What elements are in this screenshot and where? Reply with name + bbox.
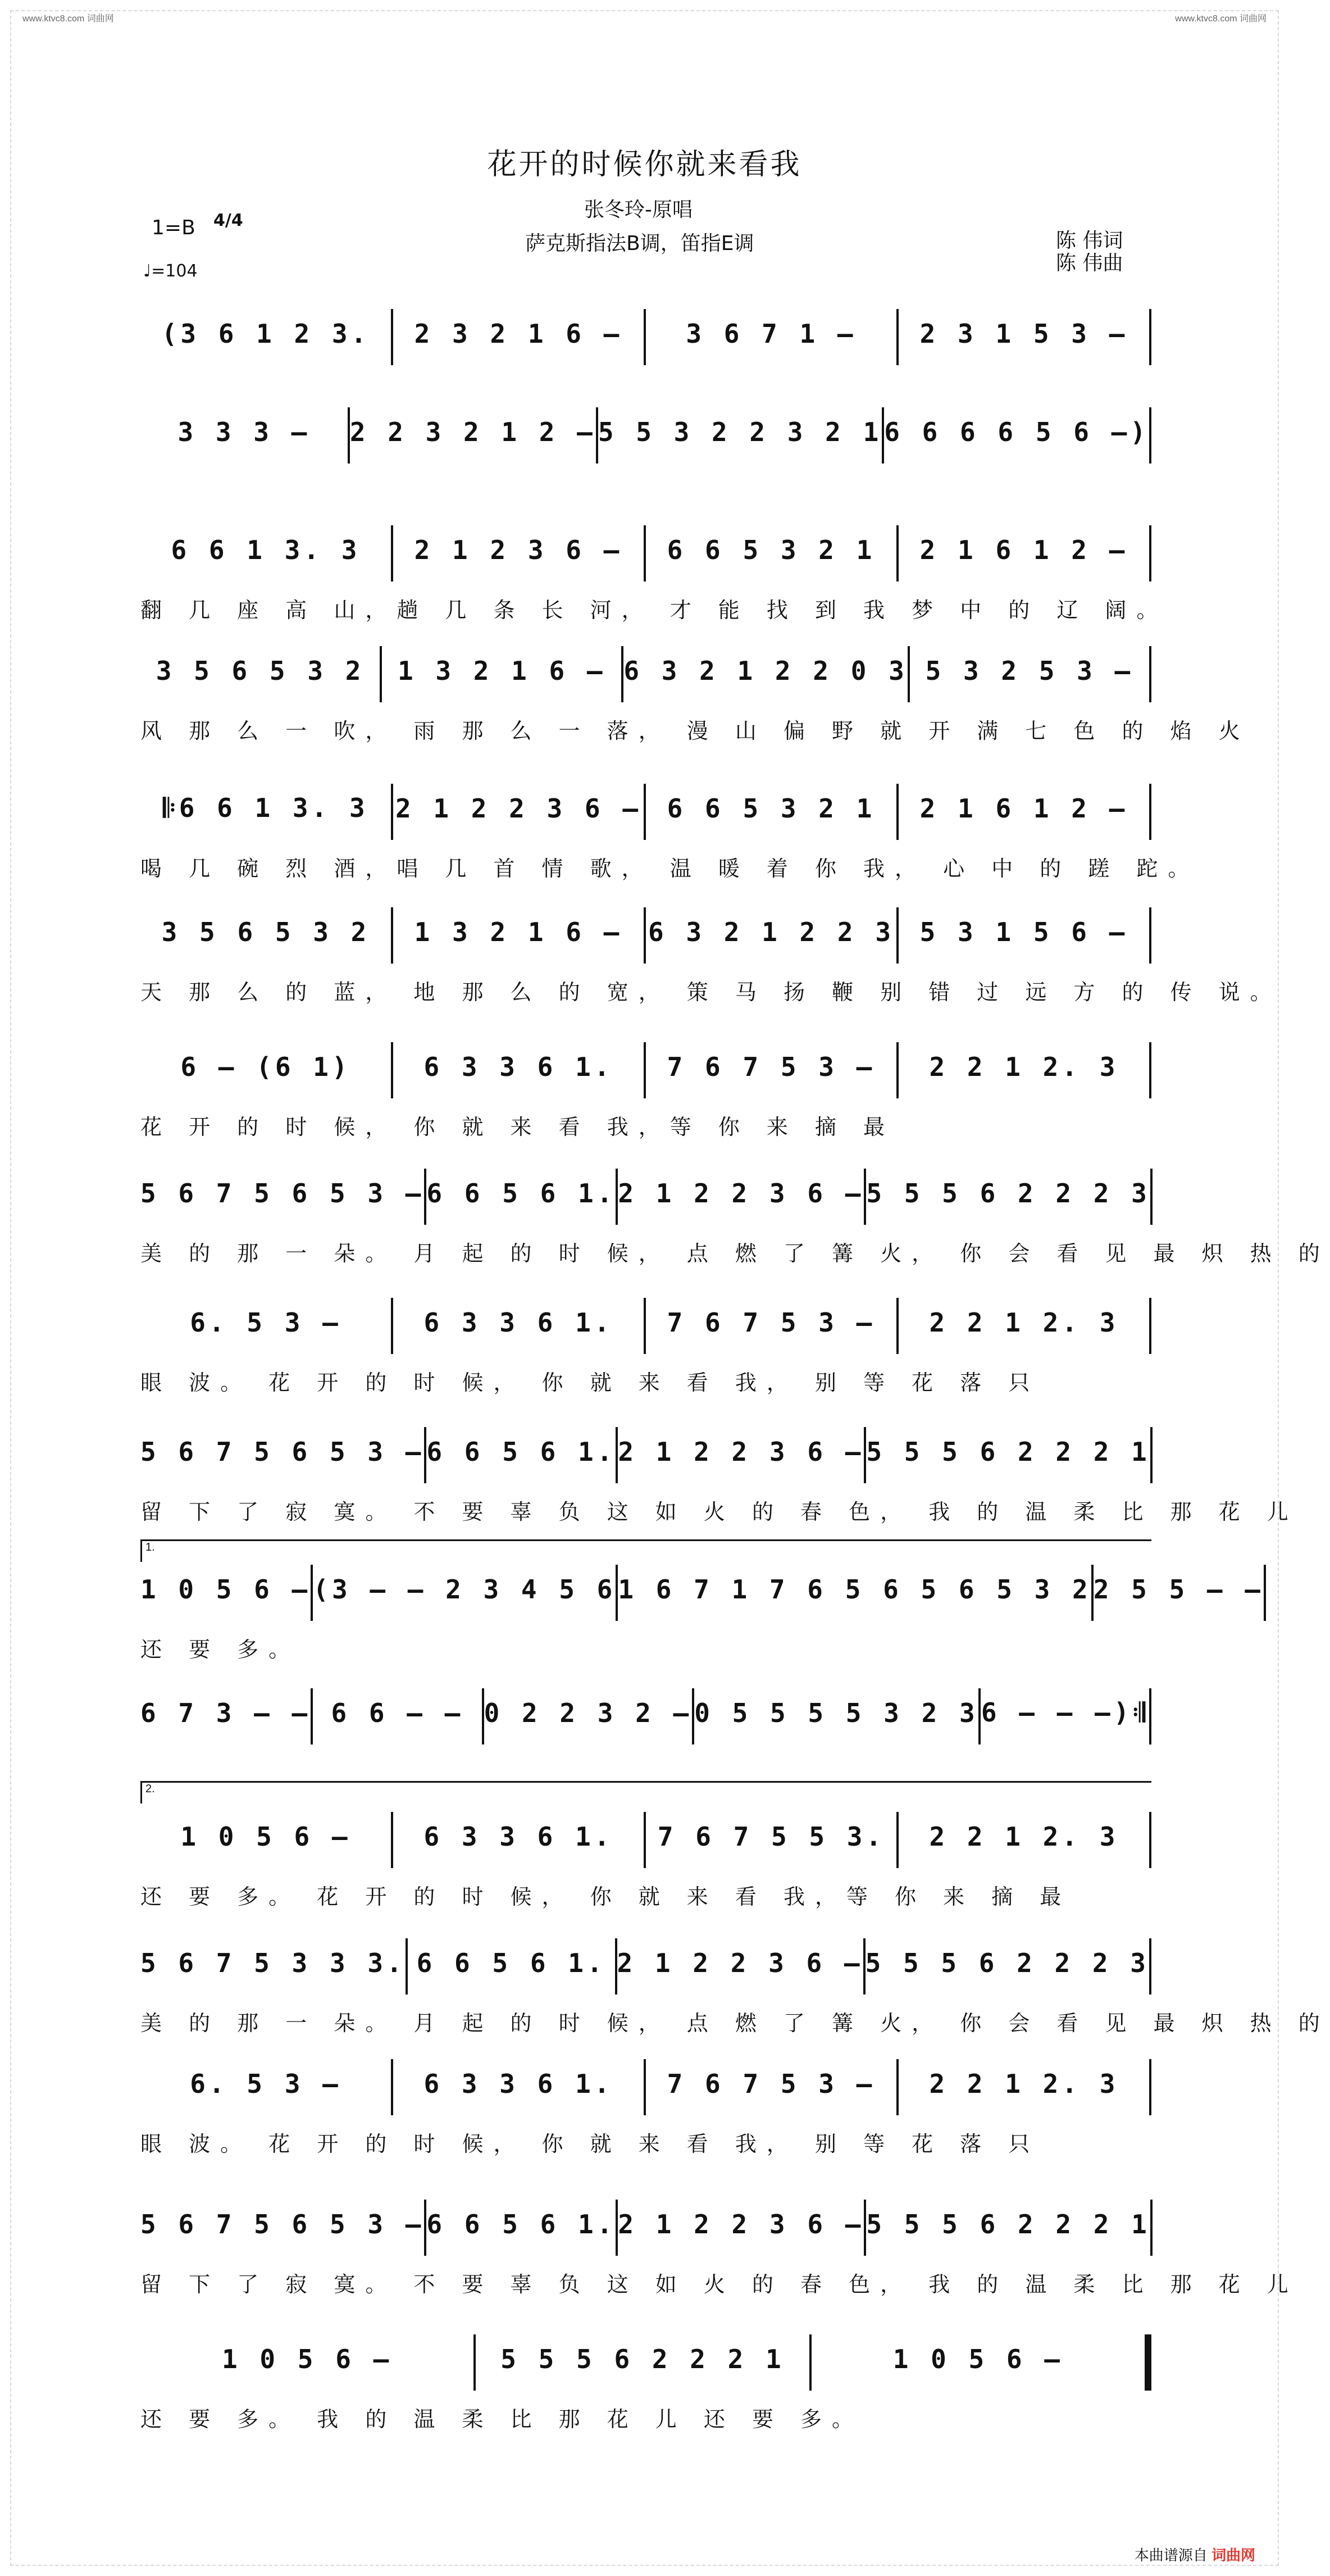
measure-notes: 7 6 7 5 3 – [667,1307,876,1338]
measure-notes: (3 – – 2 3 4 5 6 [313,1574,616,1605]
measure-notes: 5 3 1 5 6 – [919,917,1128,947]
measure-notes: 6. 5 3 – [190,2069,341,2099]
lyrics-line: 美 的 那 一 朵。 月 起 的 时 候， 点 燃 了 篝 火， 你 会 看 见 最 炽 热 的 [140,1241,1330,1266]
measure-notes: 6 6 1 3. 3 [171,535,361,565]
fingering-note: 萨克斯指法B调，笛指E调 [525,232,754,255]
measure [694,1691,978,1742]
measure [393,312,644,362]
measure-notes: 5 5 5 6 2 2 2 1 [866,2209,1150,2239]
measure-notes: 3 5 6 5 3 2 [161,917,370,947]
measure-notes: 5 5 5 6 2 2 2 3 [865,1948,1149,1978]
measure-notes: 5 6 7 5 3 3 3. [140,1948,406,1978]
measure-notes: 7 6 7 5 3 – [667,1052,876,1082]
measure [623,649,907,699]
measure-notes: (3 6 1 2 3. [161,319,370,349]
measure-notes: 0 2 2 3 2 – [484,1698,693,1728]
barline [1150,2200,1153,2256]
barline [1150,1427,1153,1483]
barline [1149,1812,1151,1868]
measure [866,2202,1150,2253]
measure [140,1171,424,1222]
footer-text: 本曲谱源自 [1134,2547,1208,2564]
measure-notes: 2 1 2 2 3 6 – [618,1437,864,1467]
measure [393,910,644,961]
measure [426,1171,616,1222]
barline [1149,1938,1151,1995]
measure-notes: 6 7 3 – – [140,1698,311,1728]
measure-notes: 5 5 5 6 2 2 2 3 [866,1178,1150,1209]
notation-line [140,910,1151,961]
barline [1149,1298,1151,1354]
measure-notes: 6 6 5 6 1. [416,1948,606,1978]
measure-notes: 6. 5 3 – [190,1307,341,1338]
score-row [140,1301,1151,1424]
measure-notes: 6 6 5 3 2 1 [667,793,876,824]
measure [140,1301,391,1351]
measure-notes: 2 2 1 2. 3 [929,1821,1119,1852]
header-right: www.ktvc8.com 词曲网 [1175,14,1267,24]
notation-line [140,2337,1151,2388]
measure [476,2337,809,2388]
barline [1149,646,1151,702]
measure-notes: 3 5 6 5 3 2 [156,656,365,686]
measure [140,2062,391,2112]
score-row [140,2202,1299,2326]
measure [899,1301,1149,1351]
measure [140,1568,311,1618]
barline [1149,2059,1151,2115]
measure [140,2202,424,2253]
measure [646,2062,896,2112]
measure-notes: 2 1 2 2 3 6 – [395,793,642,824]
score-row [140,1045,1151,1169]
measure [140,1941,406,1992]
measure [140,2337,473,2388]
measure [617,1941,863,1992]
lyrics-line: 眼 波。 花 开 的 时 候， 你 就 来 看 我， 别 等 花 落 只 [140,1370,1040,1395]
measure [899,787,1149,837]
barline [1149,1688,1151,1744]
measure-notes: 6 3 3 6 1. [423,1052,613,1082]
measure-notes: 5 6 7 5 6 5 3 – [140,1437,425,1467]
notation-line [140,2202,1151,2253]
measure [382,649,621,699]
measure [140,410,348,461]
measure [393,1815,644,1865]
measure [313,1568,616,1618]
notation-line [140,2062,1151,2112]
notation-line [140,1171,1151,1222]
measure [393,1301,644,1351]
lyrics-line: 美 的 那 一 朵。 月 起 的 时 候， 点 燃 了 篝 火， 你 会 看 见 最 炽 热 的 [140,2011,1330,2036]
measure [393,1045,644,1096]
measure-notes: 6 3 2 1 2 2 0 3 [623,656,908,686]
measure [140,1430,424,1480]
measure [313,1691,481,1742]
measure [884,410,1149,461]
measure [1094,1568,1264,1618]
lyrics-line: 还 要 多。 [140,1637,300,1662]
score-row [140,1568,1264,1691]
measure-notes: 2 1 2 3 6 – [414,535,623,565]
measure-notes: 6 3 3 6 1. [423,1307,613,1338]
measure [646,312,896,362]
header-left: www.ktvc8.com 词曲网 [22,14,114,24]
measure-notes: 1 0 5 6 – [180,1821,351,1852]
measure-notes: 1 3 2 1 6 – [414,917,623,947]
notation-line [140,528,1151,579]
notation-line [140,1430,1151,1480]
score-row [140,528,1168,652]
time-signature: 4/4 [213,211,243,230]
measure-notes: 5 6 7 5 6 5 3 – [140,2209,425,2239]
measure [426,2202,616,2253]
lyricist-credit: 陈 伟词 [1056,229,1123,252]
footer-brand: 词曲网 [1211,2547,1255,2564]
measure [618,1430,864,1480]
barline [1149,407,1151,464]
measure [899,1045,1149,1096]
barline [1149,309,1151,365]
measure [646,910,896,961]
measure-notes: 5 5 3 2 2 3 2 1 [598,417,882,447]
key-signature: 1=B [152,216,195,239]
measure-notes: 7 6 7 5 3 – [667,2069,876,2099]
measure-notes: 7 6 7 5 5 3. [657,1821,885,1852]
measure [393,787,644,837]
lyrics-line: 留 下 了 寂 寞。 不 要 辜 负 这 如 火 的 春 色， 我 的 温 柔 比 那 花 儿 [140,2272,1299,2297]
measure [899,1815,1149,1865]
score-row [140,410,1151,534]
measure [899,2062,1149,2112]
lyrics-line: 留 下 了 寂 寞。 不 要 辜 负 这 如 火 的 春 色， 我 的 温 柔 比 那 花 儿 [140,1500,1299,1524]
measure-notes: 2 1 6 1 2 – [919,535,1128,565]
score-row [140,1171,1330,1295]
singer-credit: 张冬玲-原唱 [584,198,693,221]
measure-notes: 0 5 5 5 5 3 2 3 [694,1698,978,1728]
barline [1149,1042,1151,1098]
barline [1150,1169,1153,1225]
score-row [140,2337,1151,2461]
notation-line [140,1941,1151,1992]
measure-notes: 6 6 5 3 2 1 [667,535,876,565]
measure-notes: 2 1 6 1 2 – [919,793,1128,824]
notation-line [140,787,1151,837]
measure [812,2337,1145,2388]
measure [899,528,1149,579]
measure-notes: 6 6 6 6 5 6 –) [884,417,1149,447]
notation-line [140,1301,1151,1351]
measure-notes: 2 2 1 2. 3 [929,2069,1119,2099]
measure-notes: 2 5 5 – – [1093,1574,1264,1605]
measure-notes: 6 6 5 6 1. [426,1437,616,1467]
measure [646,1301,896,1351]
barline [1264,1565,1266,1621]
lyrics-line: 天 那 么 的 蓝， 地 那 么 的 宽， 策 马 扬 鞭 别 错 过 远 方 的 传 说。 [140,980,1282,1005]
measure-notes: 1 0 5 6 – [222,2344,393,2374]
measure [899,312,1149,362]
measure-notes: 2 1 2 2 3 6 – [617,1948,863,1978]
measure-notes: 2 2 3 2 1 2 – [349,417,596,447]
second-ending-bracket: 2. [140,1781,1151,1803]
measure-notes: 6 – – –)𝄇 [981,1697,1149,1728]
tempo-marking: ♩=104 [143,261,198,281]
notation-line [140,1815,1151,1865]
measure-notes: 5 6 7 5 6 5 3 – [140,1178,425,1209]
measure-notes: 1 6 7 1 7 6 5 6 5 6 5 3 2 [618,1574,1091,1605]
lyrics-line: 翻 几 座 高 山，趟 几 条 长 河， 才 能 找 到 我 梦 中 的 辽 阔。 [140,598,1168,623]
measure [910,649,1149,699]
measure [646,787,896,837]
measure [140,1815,391,1865]
lyrics-line: 还 要 多。 花 开 的 时 候， 你 就 来 看 我，等 你 来 摘 最 [140,1884,1072,1909]
measure [618,2202,864,2253]
measure [866,1171,1150,1222]
barline [1149,784,1151,840]
measure-notes: 3 3 3 – [177,417,311,447]
measure [866,1430,1150,1480]
score-row [140,1815,1151,1938]
measure-notes: 1 0 5 6 – [892,2344,1063,2374]
measure [981,1691,1149,1742]
measure [140,1045,391,1096]
footer [1135,2544,1255,2565]
barline [1149,907,1151,964]
measure-notes: 6 6 – – [331,1698,464,1728]
notation-line [140,649,1151,699]
lyrics-line: 花 开 的 时 候， 你 就 来 看 我，等 你 来 摘 最 [140,1115,895,1139]
measure [618,1568,1091,1618]
notation-line [140,1568,1264,1618]
final-barline [1145,2334,1151,2391]
measure [140,649,380,699]
measure [393,2062,644,2112]
measure [866,1941,1149,1992]
score-row [140,1941,1330,2065]
measure [140,910,391,961]
notation-line [140,1691,1151,1742]
measure-notes: 2 2 1 2. 3 [929,1307,1119,1338]
measure-notes: 5 5 5 6 2 2 2 1 [866,1437,1150,1467]
measure-notes: 2 2 1 2. 3 [929,1052,1119,1082]
measure [598,410,882,461]
measure [140,1691,311,1742]
measure [618,1171,864,1222]
measure-notes: 5 3 2 5 3 – [925,656,1134,686]
lyrics-line: 还 要 多。 我 的 温 柔 比 那 花 儿 还 要 多。 [140,2407,864,2432]
measure [393,528,644,579]
measure [646,1045,896,1096]
notation-line [140,1045,1151,1096]
song-title: 花开的时候你就来看我 [487,148,802,181]
measure-notes: 6 – (6 1) [180,1052,351,1082]
measure-notes: 6 6 5 6 1. [426,2209,616,2239]
notation-line [140,312,1151,362]
measure-notes: 2 3 1 5 3 – [919,319,1128,349]
measure [140,528,391,579]
lyrics-line: 眼 波。 花 开 的 时 候， 你 就 来 看 我， 别 等 花 落 只 [140,2132,1040,2156]
measure-notes: 𝄆6 6 1 3. 3 [163,793,368,823]
measure [426,1430,616,1480]
measure-notes: 6 3 3 6 1. [423,1821,613,1852]
barline [1149,525,1151,581]
measure-notes: 2 1 2 2 3 6 – [618,2209,864,2239]
measure [646,1815,896,1865]
notation-line [140,410,1151,461]
measure-notes: 5 5 5 6 2 2 2 1 [500,2344,785,2374]
score-row [140,1430,1299,1553]
measure-notes: 3 6 7 1 – [686,319,857,349]
measure [408,1941,615,1992]
score-row [140,787,1200,910]
score-row [140,910,1282,1034]
measure [484,1691,693,1742]
composer-credit: 陈 伟曲 [1056,252,1123,275]
measure [646,528,896,579]
measure [899,910,1149,961]
score-row [140,649,1250,773]
measure-notes: 1 3 2 1 6 – [397,656,606,686]
measure-notes: 6 6 5 6 1. [426,1178,616,1209]
measure [350,410,596,461]
lyrics-line: 风 那 么 一 吹， 雨 那 么 一 落， 漫 山 偏 野 就 开 满 七 色 的 焰 火 [140,719,1250,743]
measure-notes: 6 3 2 1 2 2 3 [648,917,895,947]
first-ending-bracket: 1. [140,1539,1151,1562]
lyrics-line: 喝 几 碗 烈 酒，唱 几 首 情 歌， 温 暖 着 你 我， 心 中 的 蹉 跎。 [140,856,1200,881]
measure-notes: 2 1 2 2 3 6 – [618,1178,864,1209]
measure [140,787,391,837]
measure-notes: 6 3 3 6 1. [423,2069,613,2099]
score-row [140,2062,1151,2186]
measure-notes: 1 0 5 6 – [140,1574,311,1605]
measure [140,312,391,362]
measure-notes: 2 3 2 1 6 – [414,319,623,349]
